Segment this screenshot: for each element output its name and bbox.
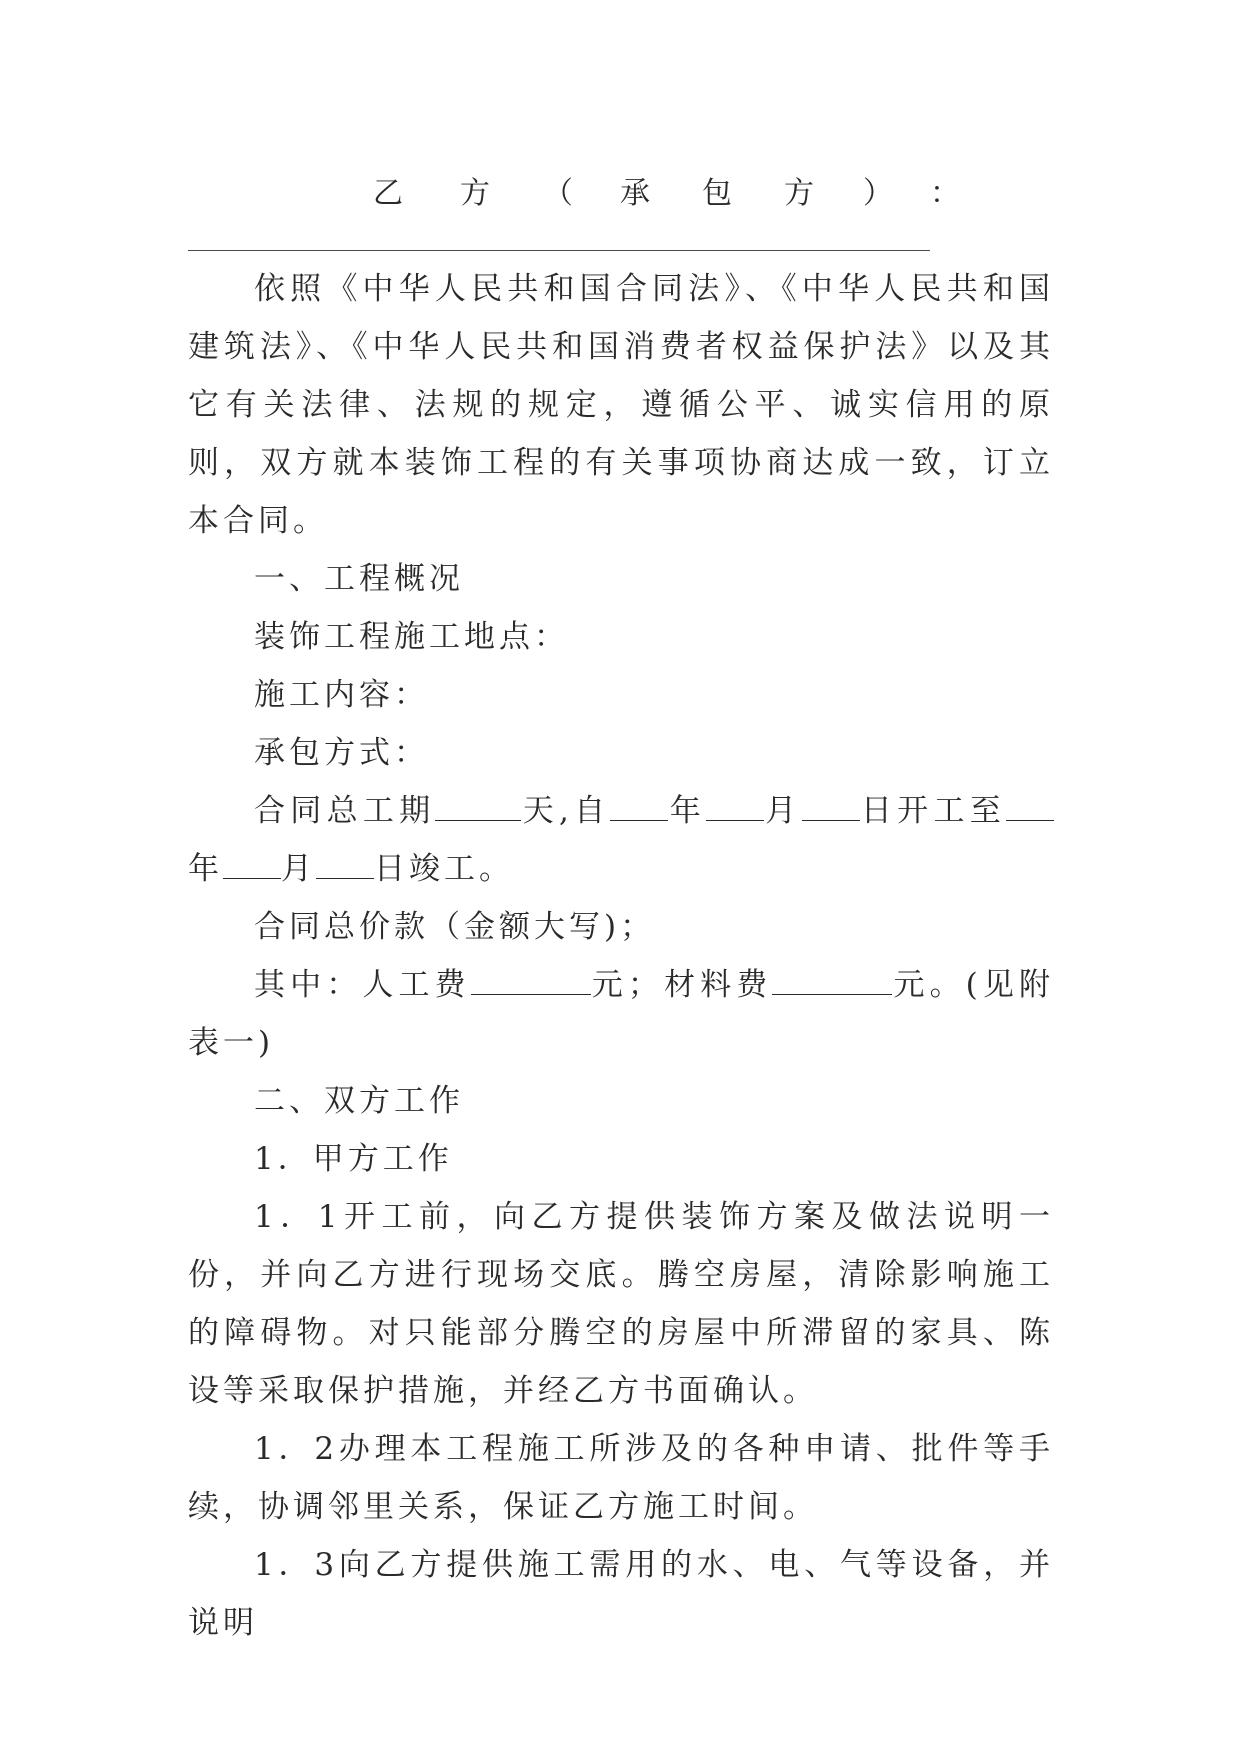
labor-cost-blank	[471, 970, 591, 995]
party-b-char: 乙	[373, 176, 403, 211]
document-body	[188, 160, 1054, 1652]
party-b-char: 方	[460, 176, 490, 211]
period-text: 日竣工。	[374, 851, 514, 887]
clause-1-1: 1．1开工前，向乙方提供装饰方案及做法说明一份，并向乙方进行现场交底。腾空房屋，清除影响施工的障碍物。对只能部分腾空的房屋中所滞留的家具、陈设等采取保护措施，并经乙方书面确认。	[188, 1199, 1054, 1409]
party-b-char: 方	[784, 176, 814, 211]
party-b-char: 包	[702, 176, 732, 211]
breakdown-text: 元。(见附表一)	[188, 967, 1054, 1061]
breakdown-text: 元；材料费	[590, 967, 773, 1003]
intro-paragraph: 依照《中华人民共和国合同法》、《中华人民共和国建筑法》、《中华人民共和国消费者权益保护法》以及其它有关法律、法规的规定，遵循公平、诚实信用的原则，双方就本装饰工程的有关事项协商达成一致，订立本合同。	[188, 271, 1054, 539]
subheading-party-a: 1．甲方工作	[254, 1141, 453, 1177]
breakdown-text: 其中：人工费	[254, 967, 471, 1003]
contract-mode-label: 承包方式：	[254, 735, 429, 771]
period-text: 日开工至	[859, 793, 1007, 829]
start-year-blank	[610, 796, 668, 821]
material-cost-blank	[772, 970, 892, 995]
party-b-char: ）	[863, 176, 893, 211]
total-price-label: 合同总价款（金额大写)；	[254, 909, 656, 945]
section-heading-overview: 一、工程概况	[254, 561, 464, 597]
party-b-char: ：	[930, 176, 960, 211]
location-label: 装饰工程施工地点：	[254, 619, 569, 655]
breakdown-paragraph	[188, 956, 1054, 1072]
period-text: 年	[188, 851, 223, 887]
period-text: 月	[281, 851, 316, 887]
days-blank	[435, 796, 521, 821]
section-heading-duties: 二、双方工作	[254, 1083, 464, 1119]
period-text: 月	[764, 793, 802, 829]
end-year-blank	[1006, 796, 1054, 821]
party-b-char: 承	[620, 176, 650, 211]
content-label: 施工内容：	[254, 677, 429, 713]
clause-1-2: 1．2办理本工程施工所涉及的各种申请、批件等手续，协调邻里关系，保证乙方施工时间。	[188, 1431, 1054, 1525]
clause-1-3: 1．3向乙方提供施工需用的水、电、气等设备，并说明	[188, 1547, 1054, 1641]
period-text: 天,自	[521, 793, 611, 829]
party-b-line	[188, 160, 1054, 216]
period-paragraph	[188, 782, 1054, 898]
start-day-blank	[802, 796, 860, 821]
start-month-blank	[706, 796, 764, 821]
party-b-char: （	[543, 176, 573, 211]
period-text: 合同总工期	[254, 793, 436, 829]
period-text: 年	[668, 793, 707, 829]
end-day-blank	[316, 854, 374, 879]
end-month-blank	[223, 854, 281, 879]
signature-underline	[188, 250, 930, 252]
